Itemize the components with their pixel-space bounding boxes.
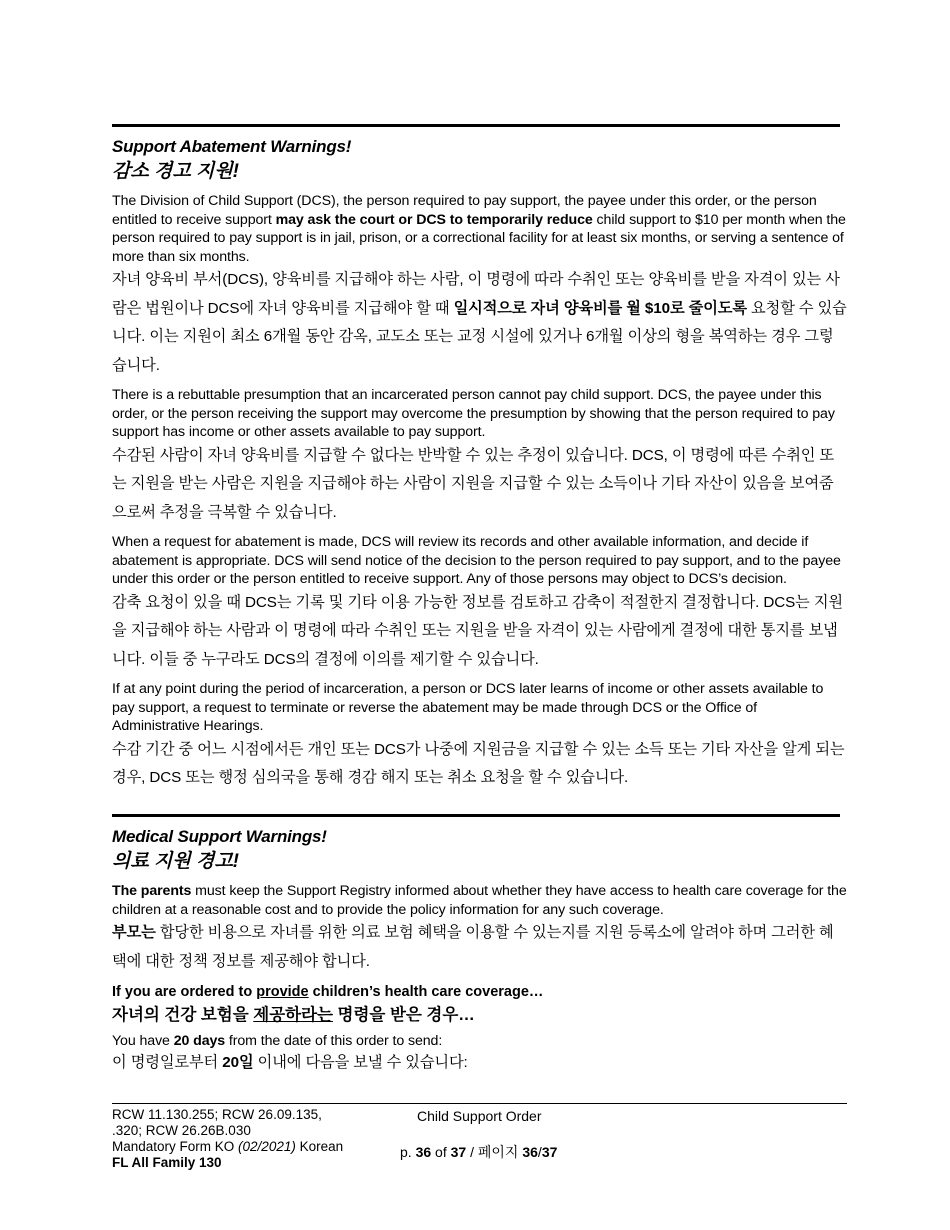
abatement-paragraph-1-ko: 자녀 양육비 부서(DCS), 양육비를 지급해야 하는 사람, 이 명령에 따라 수취인 또는 양육비를 받을 자격이 있는 사람은 법원이나 DCS에 자녀 양육비를 지급해야 할 때 일시적으로 자녀 양육비를 월 $10로 줄이도록 요청할 수 있습니다. 이는 지원이 최소 6개월 동안 감옥, 교도소 또는 교정 시설에 있거나 6개월 이상의 형을 복역하는 경우 그렇습니다. xyxy=(112,271,847,374)
footer-document-title: Child Support Order xyxy=(417,1108,542,1124)
footer-rule xyxy=(112,1103,847,1104)
abatement-paragraph-4-ko: 수감 기간 중 어느 시점에서든 개인 또는 DCS가 나중에 지원금을 지급할 수 있는 소득 또는 기타 자산을 알게 되는 경우, DCS 또는 행정 심의국을 통해 경감 해지 또는 취소 요청을 할 수 있습니다. xyxy=(112,740,845,786)
abatement-paragraph-3-en: When a request for abatement is made, DCS will review its records and other available information, and decide if abatement is appropriate. DCS will send notice of the decision to the person required to pay support, and to the payee under this order or the person entitled to receive support. Any of those persons may object to DCS’s decision. xyxy=(112,534,841,587)
medical-section-rule xyxy=(112,814,840,817)
medical-title-en: Medical Support Warnings! xyxy=(112,827,327,846)
abatement-title-ko: 감소 경고 지원! xyxy=(112,161,240,182)
footer-rcw-line-2: .320; RCW 26.26B.030 xyxy=(112,1123,251,1138)
deadline-text-en: You have 20 days from the date of this order to send: xyxy=(112,1033,443,1049)
footer-form-info xyxy=(112,1107,392,1171)
top-section-rule xyxy=(112,124,840,127)
abatement-paragraph-2-en: There is a rebuttable presumption that an incarcerated person cannot pay child support. DCS, the payee under this order, or the person receiving the support may overcome the presumption by showing that the person required to pay support has income or other assets available to pay support. xyxy=(112,387,835,440)
coverage-subheading-ko: 자녀의 건강 보험을 제공하라는 명령을 받은 경우… xyxy=(112,1006,475,1024)
footer-rcw-line-1: RCW 11.130.255; RCW 26.09.135, xyxy=(112,1107,322,1122)
footer-family-code: FL All Family 130 xyxy=(112,1155,222,1170)
footer-form-id: Mandatory Form KO (02/2021) Korean xyxy=(112,1139,344,1154)
footer-page-number: p. 36 of 37 / 페이지 36/37 xyxy=(400,1144,558,1160)
abatement-title-en: Support Abatement Warnings! xyxy=(112,137,352,156)
medical-support-section xyxy=(112,826,847,1081)
medical-paragraph-ko: 부모는 합당한 비용으로 자녀를 위한 의료 보험 혜택을 이용할 수 있는지를 지원 등록소에 알려야 하며 그러한 혜택에 대한 정책 정보를 제공해야 합니다. xyxy=(112,924,834,970)
abatement-paragraph-1-en: The Division of Child Support (DCS), the person required to pay support, the payee under this order, or the person entitled to receive support may ask the court or DCS to temporarily reduce child support to $10 per month when the person required to pay support is in jail, prison, or a correctional facility for at least six months, or serving a sentence of more than six months. xyxy=(112,193,846,265)
abatement-paragraph-2-ko: 수감된 사람이 자녀 양육비를 지급할 수 없다는 반박할 수 있는 추정이 있습니다. DCS, 이 명령에 따른 수취인 또는 지원을 받는 사람은 지원을 지급해야 하는 사람이 지원을 지급할 수 있는 소득이나 기타 자산이 있음을 보여줌으로써 추정을 극복할 수 있습니다. xyxy=(112,446,835,521)
support-abatement-section xyxy=(112,136,847,799)
abatement-paragraph-3-ko: 감축 요청이 있을 때 DCS는 기록 및 기타 이용 가능한 정보를 검토하고 감축이 적절한지 결정합니다. DCS는 지원을 지급해야 하는 사람과 이 명령에 따라 수취인 또는 지원을 받을 자격이 있는 사람에게 결정에 대한 통지를 보냅니다. 이들 중 누구라도 DCS의 결정에 이의를 제기할 수 있습니다. xyxy=(112,593,843,668)
abatement-paragraph-4-en: If at any point during the period of incarceration, a person or DCS later learns of income or other assets available to pay support, a request to terminate or reverse the abatement may be made through DCS or the Office of Administrative Hearings. xyxy=(112,681,824,734)
coverage-subheading-en: If you are ordered to provide children’s health care coverage… xyxy=(112,984,544,1000)
medical-title-ko: 의료 지원 경고! xyxy=(112,851,240,872)
medical-paragraph-en: The parents must keep the Support Registry informed about whether they have access to health care coverage for the children at a reasonable cost and to provide the policy information for any such coverage. xyxy=(112,883,847,918)
deadline-text-ko: 이 명령일로부터 20일 이내에 다음을 보낼 수 있습니다: xyxy=(112,1053,468,1071)
